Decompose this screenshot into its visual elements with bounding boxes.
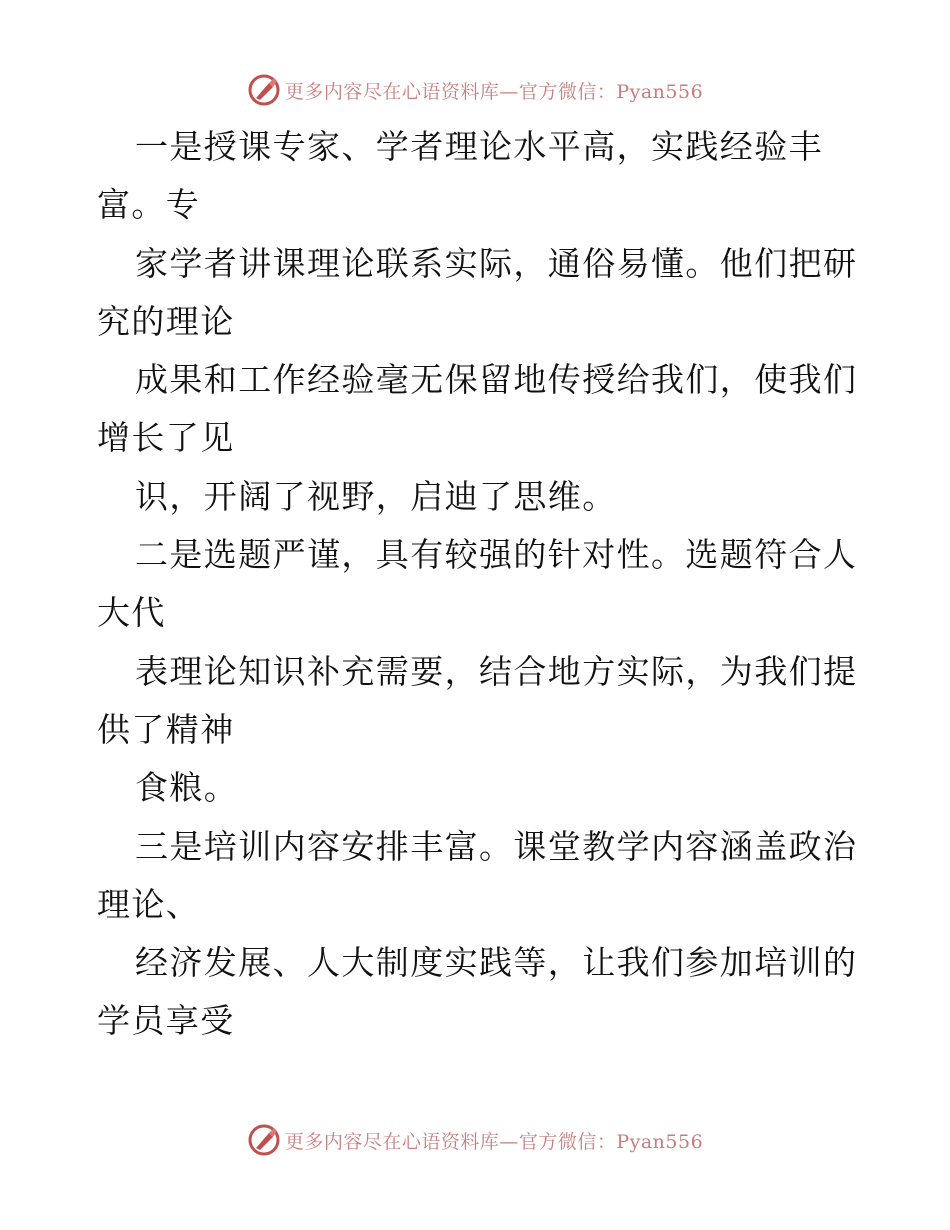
pen-nib-logo-icon: [247, 1123, 281, 1157]
text-line: 供了精神: [97, 709, 235, 749]
text-line: 家学者讲课理论联系实际，通俗易懂。他们把研: [135, 243, 858, 283]
text-line: 富。专: [97, 185, 201, 225]
text-line: 表理论知识补充需要，结合地方实际，为我们提: [135, 651, 858, 691]
text-line: 成果和工作经验毫无保留地传授给我们，使我们: [135, 360, 858, 400]
text-line: 一是授课专家、学者理论水平高，实践经验丰: [135, 127, 823, 166]
text-line: 识，开阔了视野，启迪了思维。: [135, 476, 617, 516]
text-line: 究的理论: [97, 301, 235, 341]
footer-banner: [0, 1120, 950, 1160]
header-banner: [0, 70, 950, 110]
text-line: 大代: [97, 593, 166, 633]
banner-text: 更多内容尽在心语资料库—官方微信：Pyan556: [284, 1130, 704, 1153]
text-line: 经济发展、人大制度实践等，让我们参加培训的: [135, 943, 858, 983]
text-line: 食粮。: [135, 768, 239, 808]
text-line: 二是选题严谨，具有较强的针对性。选题符合人: [135, 535, 858, 575]
text-line: 增长了见: [97, 418, 235, 458]
text-line: 理论、: [97, 884, 201, 924]
text-line: 学员享受: [97, 1001, 235, 1041]
pen-nib-logo-icon: [247, 73, 281, 107]
banner-text: 更多内容尽在心语资料库—官方微信：Pyan556: [284, 80, 704, 103]
document-body: [97, 118, 857, 1051]
text-line: 三是培训内容安排丰富。课堂教学内容涵盖政治: [135, 826, 858, 866]
